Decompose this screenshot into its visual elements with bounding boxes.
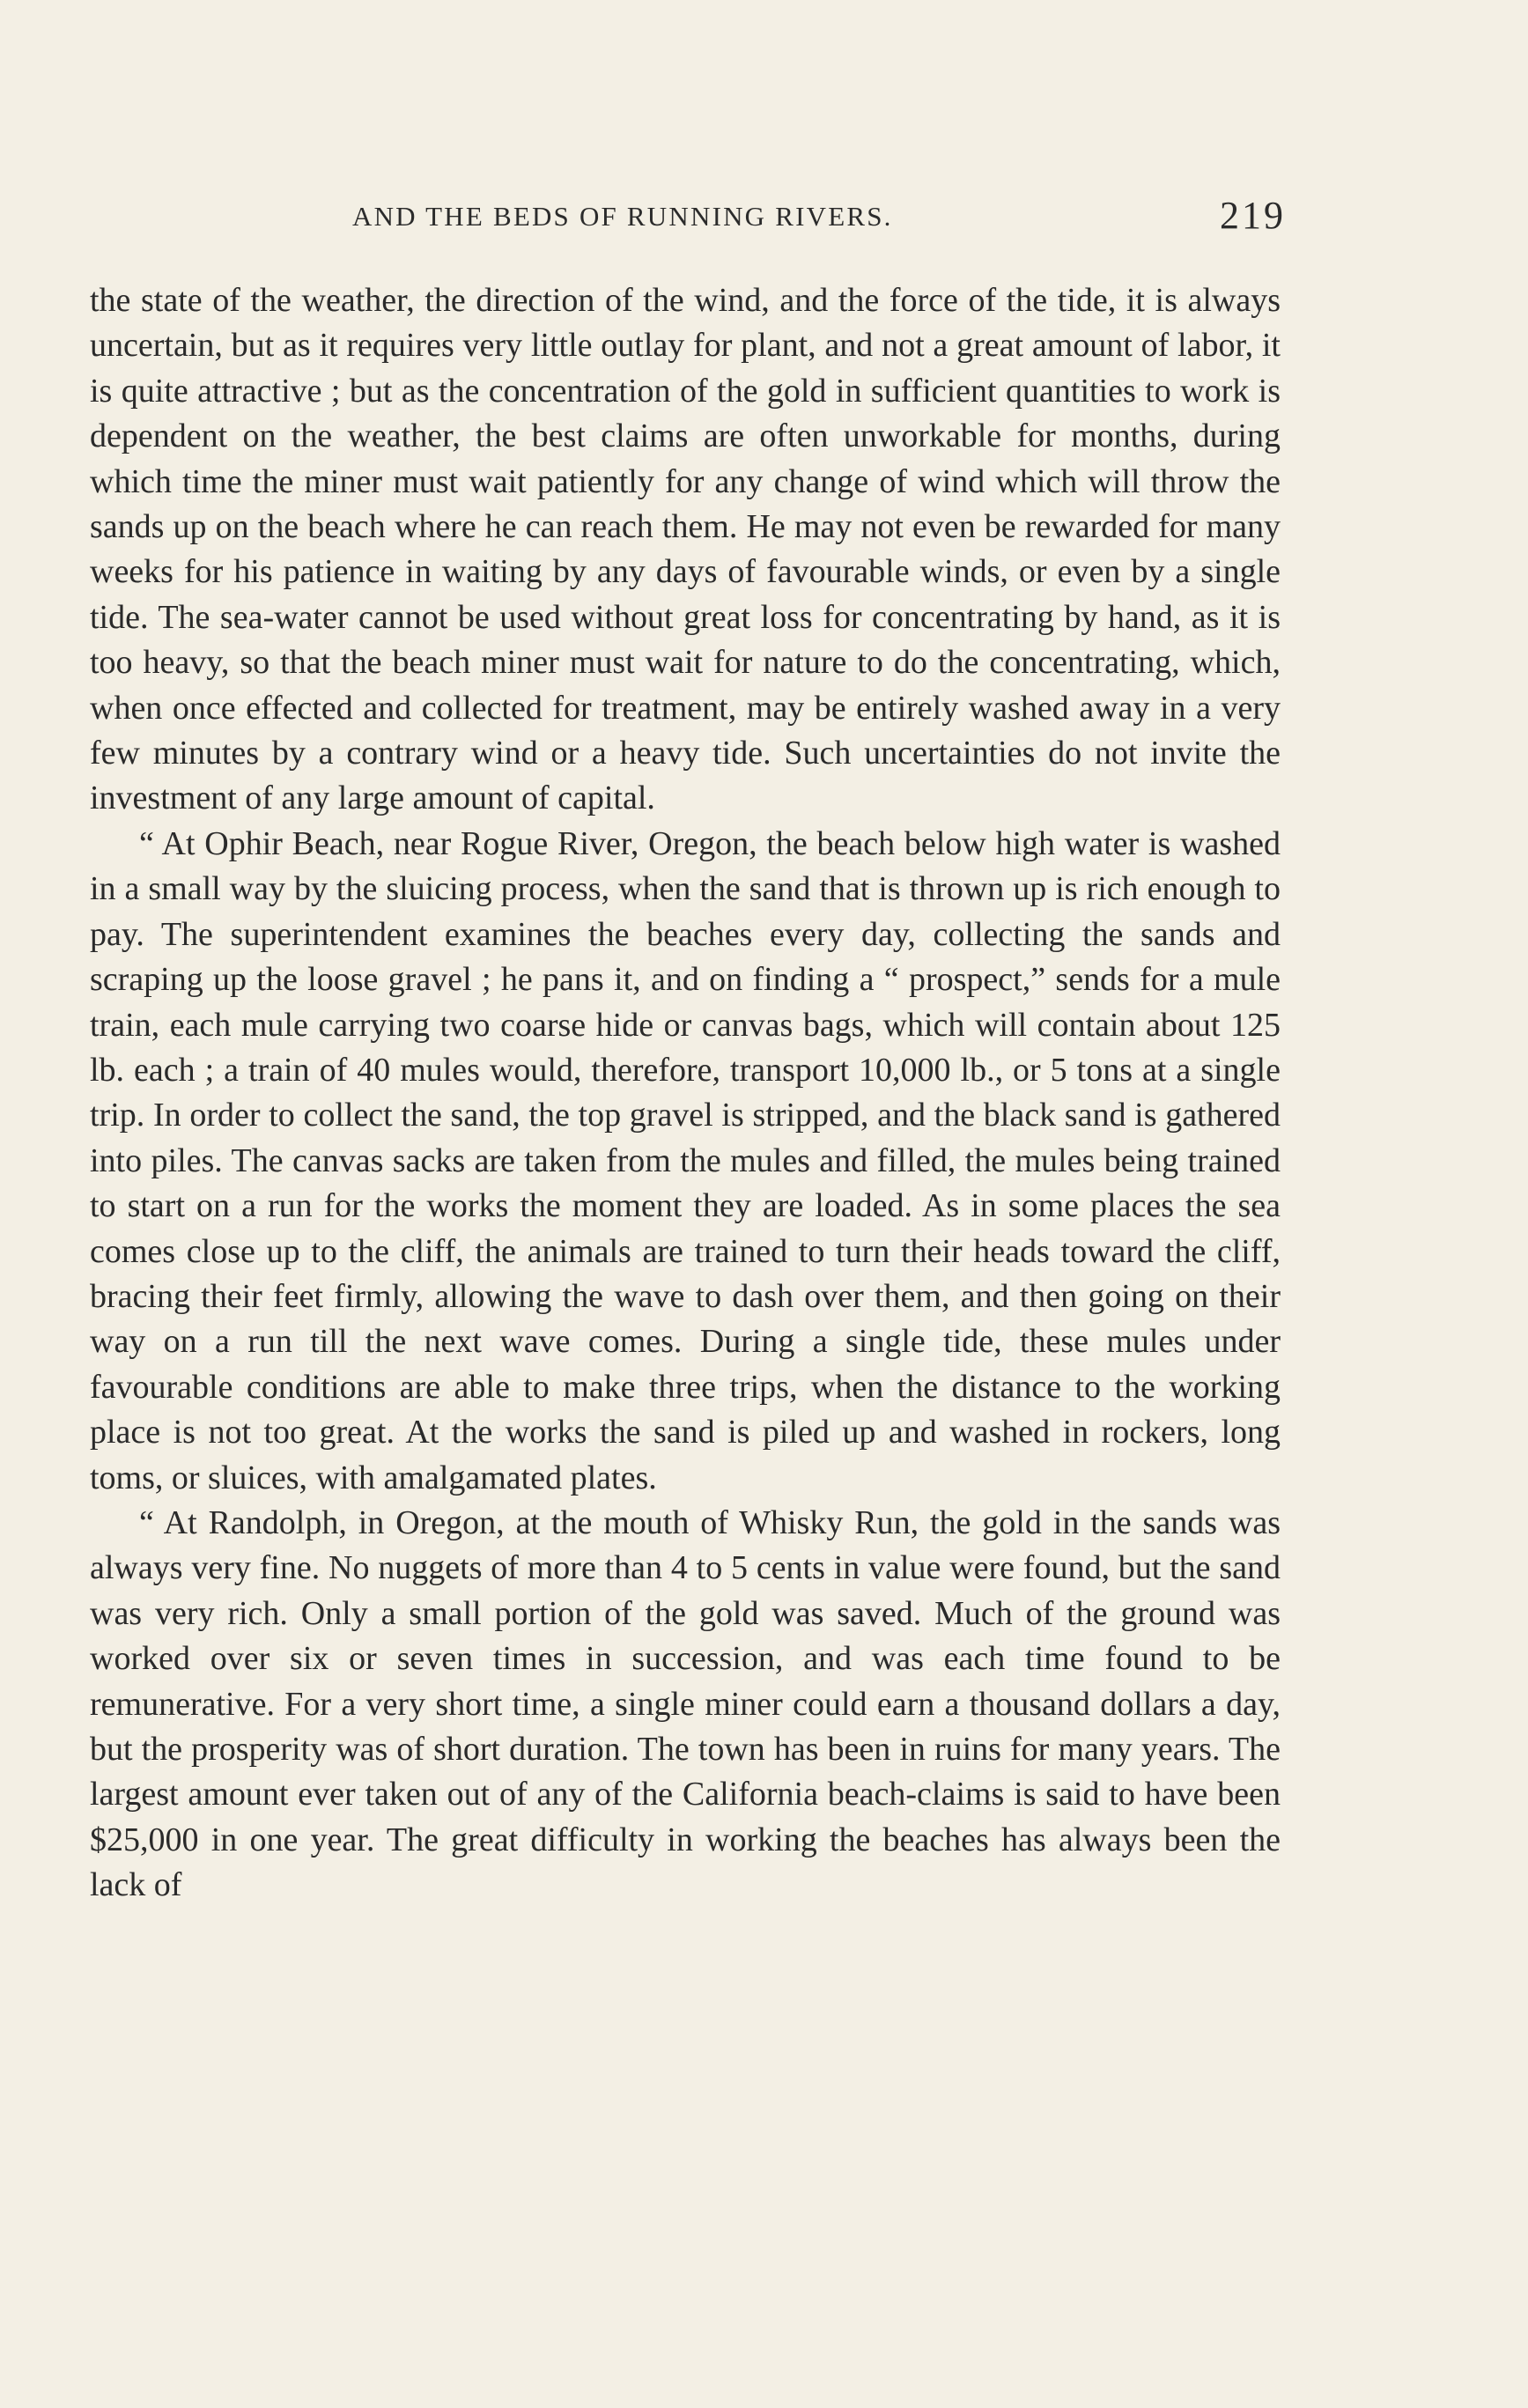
paragraph-randolph: “ At Randolph, in Oregon, at the mouth of Whisky Run, the gold in the sands was always very fine. No nuggets of more than 4 to 5 cents in value were found, but the sand was very rich. Only a small portion of the gold was saved. Much of the ground was worked over six or seven times in succession, and was each time found to be remunerative. For a very short time, a single miner could earn a thousand dollars a day, but the prosperity was of short duration. The town has been in ruins for many years. The largest amount ever taken out of any of the California beach-claims is said to have been $25,000 in one year. The great difficulty in working the beaches has always been the lack of [90, 1503, 1281, 1904]
running-title: AND THE BEDS OF RUNNING RIVERS. [352, 201, 893, 232]
running-header [88, 194, 1286, 243]
paragraph-ophir-beach: “ At Ophir Beach, near Rogue River, Oregon, the beach below high water is washed in a small way by the sluicing process, when the sand that is thrown up is rich enough to pay. The superintendent examines the beaches every day, collecting the sands and scraping up the loose gravel ; he pans it, and on finding a “ prospect,” sends for a mule train, each mule carrying two coarse hide or canvas bags, which will contain about 125 lb. each ; a train of 40 mules would, therefore, transport 10,000 lb., or 5 tons at a single trip. In order to collect the sand, the top gravel is stripped, and the black sand is gathered into piles. The canvas sacks are taken from the mules and filled, the mules being trained to start on a run for the works the moment they are loaded. As in some places the sea comes close up to the cliff, the animals are trained to turn their heads toward the cliff, bracing their feet firmly, allowing the wave to dash over them, and then going on their way on a run till the next wave comes. During a single tide, these mules under favourable conditions are able to make three trips, when the distance to the working place is not too great. At the works the sand is piled up and washed in rockers, long toms, or sluices, with amalgamated plates. [90, 824, 1281, 1496]
body-text [90, 278, 1281, 1909]
page-number: 219 [1220, 194, 1286, 237]
paragraph-continued: the state of the weather, the direction of the wind, and the force of the tide, it is always uncertain, but as it requires very little outlay for plant, and not a great amount of labor, it is quite attractive ; but as the concentration of the gold in sufficient quantities to work is dependent on the weather, the best claims are often unworkable for months, during which time the miner must wait patiently for any change of wind which will throw the sands up on the beach where he can reach them. He may not even be rewarded for many weeks for his patience in waiting by any days of favourable winds, or even by a single tide. The sea-water cannot be used without great loss for concentrating by hand, as it is too heavy, so that the beach miner must wait for nature to do the concentrating, which, when once effected and collected for treatment, may be entirely washed away in a very few minutes by a contrary wind or a heavy tide. Such uncertainties do not invite the investment of any large amount of capital. [90, 282, 1281, 817]
